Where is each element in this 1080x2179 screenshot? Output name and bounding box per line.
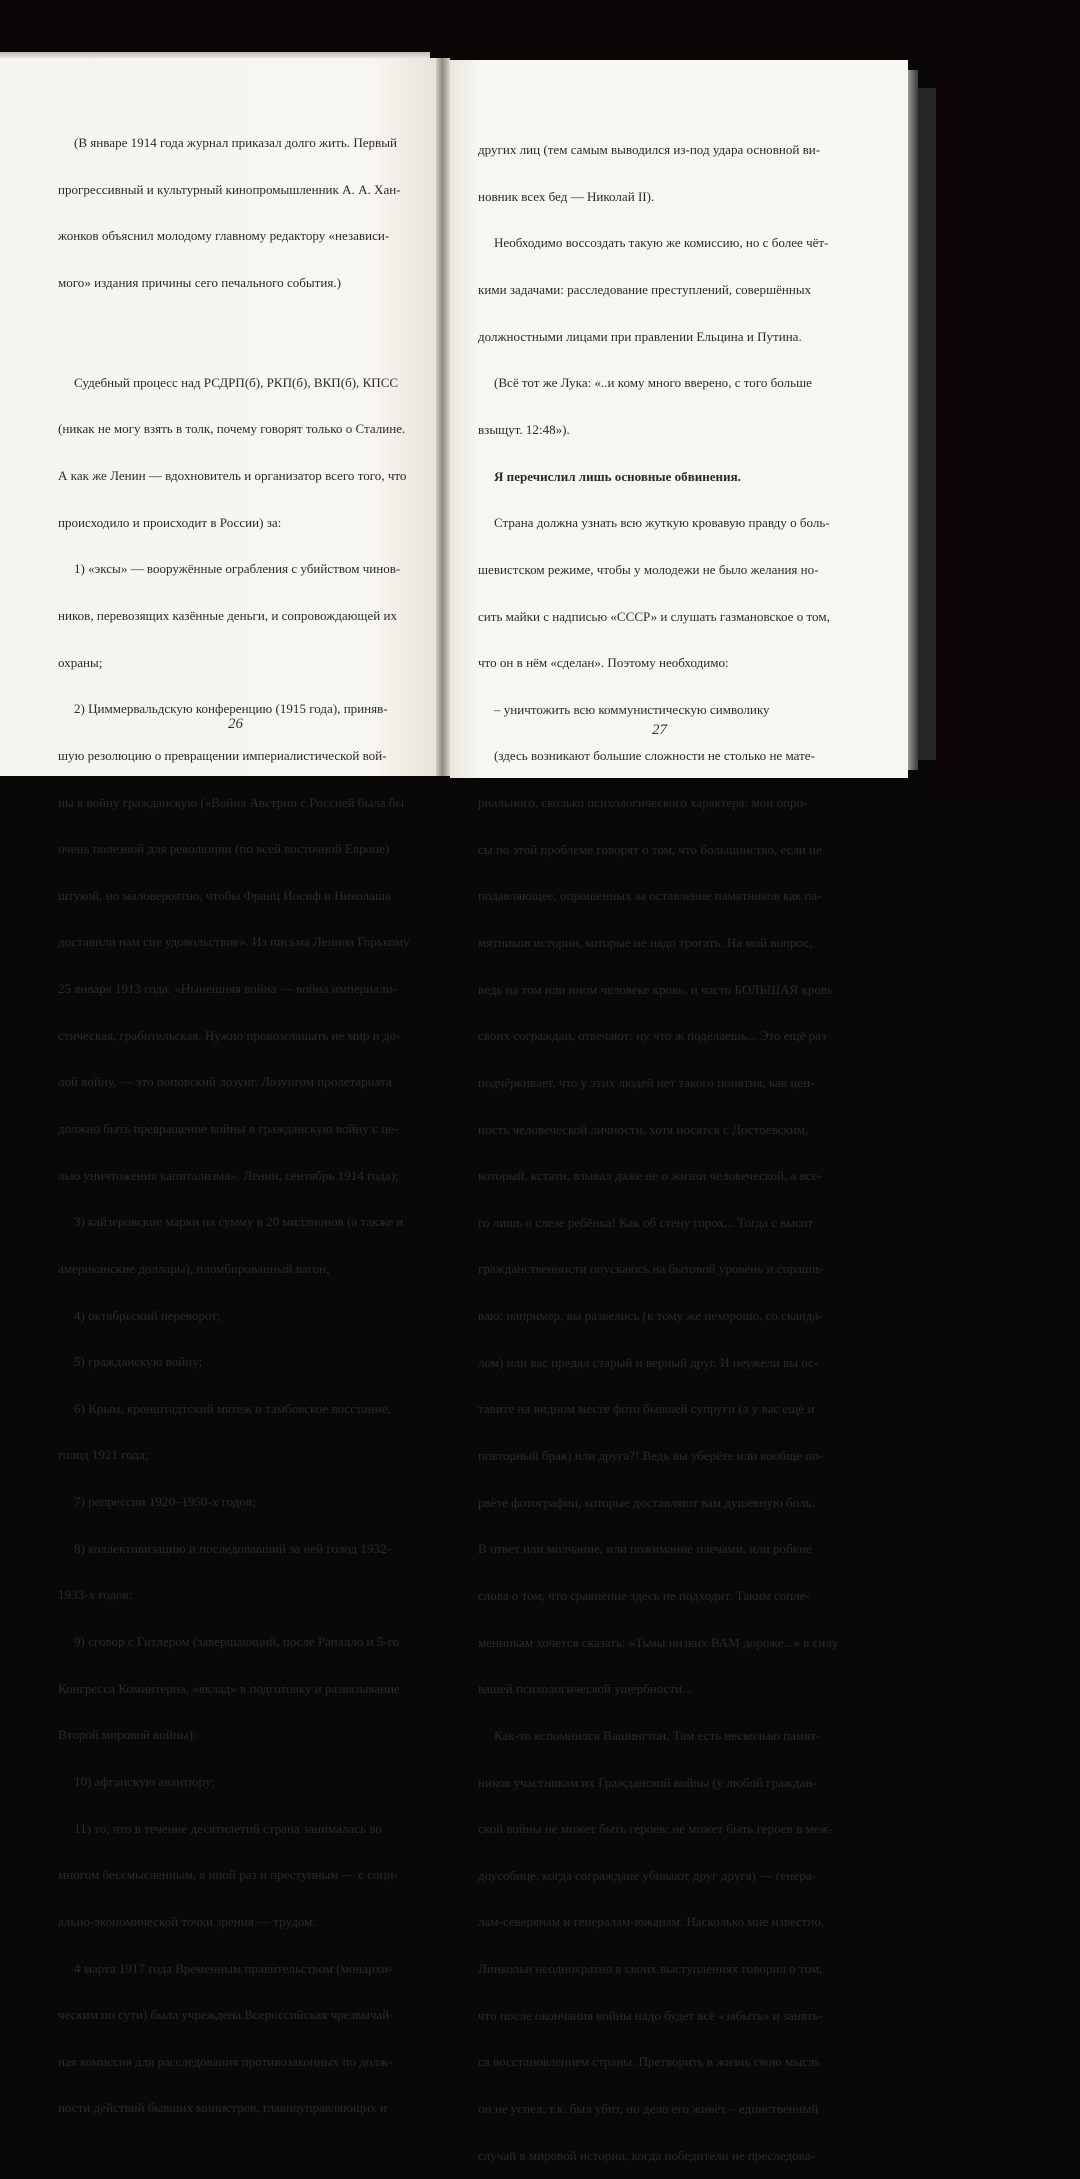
text-line: должностными лицами при правлении Ельцина и Путина.: [478, 328, 802, 344]
text-line: очень полезной для революции (по всей восточной Европе): [58, 841, 390, 857]
text-line: 6) Крым, кронштадтский мятеж и тамбовское восстание,: [74, 1400, 391, 1416]
text-line: ников участникам их Гражданской войны (у любой граждан-: [478, 1774, 817, 1790]
text-line: вашей психологической ущербности...: [478, 1681, 692, 1697]
book-cover-edge: [918, 88, 936, 760]
text-line: случай в мировой истории, когда победители не преследова-: [478, 2147, 815, 2163]
text-line: жонков объяснил молодому главному редактору «независи-: [58, 228, 390, 244]
text-line: своих сограждан, отвечают: ну что ж поделаешь... Это ещё раз: [478, 1028, 827, 1044]
text-line: Конгресса Коминтерна, «вклад» в подготовку и развязывание: [58, 1680, 400, 1696]
left-page-text: [58, 104, 410, 2132]
text-line: менникам хочется сказать: «Тьмы низких ВАМ дороже...» в силу: [478, 1634, 839, 1650]
text-line: штукой, но маловероятно, чтобы Франц Иосиф и Николаша: [58, 887, 391, 903]
text-line: сы по этой проблеме говорят о том, что большинство, если не: [478, 841, 822, 857]
text-line: (В январе 1914 года журнал приказал долго жить. Первый: [74, 135, 397, 151]
text-line: взыщут. 12:48»).: [478, 421, 570, 437]
text-line: кими задачами: расследование преступлений, совершённых: [478, 282, 812, 298]
text-line: Линкольн неоднократно в своих выступлениях говорил о том,: [478, 1961, 823, 1977]
text-line: что после окончания войны надо будет всё «забыть» и занять-: [478, 2007, 823, 2023]
text-line: лой войну, — это поповский лозунг. Лозунгом пролетариата: [58, 1074, 392, 1090]
text-line: Страна должна узнать всю жуткую кровавую правду о боль-: [494, 515, 830, 531]
text-line: ности действий бывших министров, главноуправляющих и: [58, 2100, 387, 2116]
text-line: 11) то, что в течение десятилетий страна занималась во: [74, 1820, 382, 1836]
text-line: Необходимо воссоздать такую же комиссию, но с более чёт-: [494, 235, 829, 251]
text-line: Как-то вспомнился Вашингтон. Там есть несколько памят-: [494, 1727, 821, 1743]
text-line: подчёркивает, что у этих людей нет такого понятия, как цен-: [478, 1074, 815, 1090]
text-line: ваю: например, вы развелись (к тому же нехорошо, со сканда-: [478, 1308, 823, 1324]
text-line: лью уничтожения капитализма». Ленин, сентябрь 1914 года);: [58, 1167, 399, 1183]
text-line: А как же Ленин — вдохновитель и организатор всего того, что: [58, 468, 407, 484]
text-line: шевистском режиме, чтобы у молодежи не было желания но-: [478, 561, 819, 577]
text-line: ников, перевозящих казённые деньги, и сопровождающей их: [58, 607, 398, 623]
text-line: Судебный процесс над РСДРП(б), РКП(б), ВКП(б), КПСС: [74, 374, 399, 390]
text-line: ально-экономической точки зрения — трудом.: [58, 1913, 316, 1929]
text-line: охраны;: [58, 654, 103, 670]
text-line: лам-северянам и генералам-южанам. Насколько мне известно,: [478, 1914, 825, 1930]
text-line: 5) гражданскую войну;: [74, 1354, 203, 1370]
text-line: ны в войну гражданскую («Война Австрии с Россией была бы: [58, 794, 405, 810]
text-line: голод 1921 года;: [58, 1447, 149, 1463]
text-line: 9) сговор с Гитлером (завершающий, после Рапалло и 5-го: [74, 1634, 400, 1650]
text-line: риального, сколько психологического характера: мои опро-: [478, 795, 808, 811]
text-line: ческим по сути) была учреждена Всероссийская чрезвычай-: [58, 2007, 394, 2023]
text-line: 25 января 1913 года. «Нынешняя война — война империали-: [58, 981, 397, 997]
text-line: го лишь о слезе ребёнка! Как об стену горох... Тогда с высот: [478, 1214, 814, 1230]
text-line: (Всё тот же Лука: «..и кому много вверено, с того больше: [494, 375, 812, 391]
text-line: происходило и происходит в России) за:: [58, 514, 282, 530]
text-line: 1) «эксы» — вооружённые ограбления с убийством чинов-: [74, 561, 401, 577]
text-line: 1933-х годов;: [58, 1587, 133, 1603]
text-line: ность человеческой личности, хотя носятся с Достоевским,: [478, 1121, 809, 1137]
text-line: 2) Циммервальдскую конференцию (1915 года), приняв-: [74, 701, 388, 717]
text-line: прогрессивный и культурный кинопромышленник А. А. Хан-: [58, 181, 401, 197]
text-line: шую резолюцию о превращении империалистической вой-: [58, 747, 387, 763]
text-line: В ответ или молчание, или пожимание плечами, или робкие: [478, 1541, 812, 1557]
text-line: доусобице, когда сограждане убивают друг друга) — генера-: [478, 1867, 816, 1883]
scan-background-top: [0, 0, 1080, 52]
text-line: подавляющее, опрошенных за оставление памятников как па-: [478, 888, 822, 904]
text-line: что он в нём «сделан». Поэтому необходимо:: [478, 655, 729, 671]
text-line: 4) октябрьский переворот;: [74, 1307, 221, 1323]
page-number-right: 27: [652, 722, 667, 738]
text-line: ся восстановлением страны. Претворить в жизнь свою мысль: [478, 2054, 821, 2070]
blank-line: [58, 322, 410, 344]
text-line: лом) или вас предал старый и верный друг. И неужели вы ос-: [478, 1354, 819, 1370]
text-line: слова о том, что сравнение здесь не подходит. Таким сопле-: [478, 1587, 810, 1603]
text-line: ской войны не может быть героев: не может быть героев в меж-: [478, 1821, 833, 1837]
text-line: мого» издания причины сего печального события.): [58, 275, 341, 291]
text-line: ведь на том или ином человеке кровь, и часто БОЛЬШАЯ кровь: [478, 981, 834, 997]
text-line: Второй мировой войны):: [58, 1727, 197, 1743]
text-line: (никак не могу взять в толк, почему говорят только о Сталине.: [58, 421, 406, 437]
text-line: ная комиссия для расследования противозаконных по долж-: [58, 2053, 393, 2069]
book-gutter: [436, 58, 450, 776]
text-line: он не успел, т.к. был убит, но дело его живёт – единственный: [478, 2101, 819, 2116]
text-line: рвёте фотографии, которые доставляют вам душевную боль.: [478, 1494, 815, 1510]
text-line: должно быть превращение войны в гражданскую войну с це-: [58, 1121, 399, 1136]
text-line: мятников истории, которые не надо трогать. На мой вопрос,: [478, 934, 813, 950]
text-line: сить майки с надписью «СССР» и слушать газмановское о том,: [478, 608, 830, 624]
text-line: 3) кайзеровские марки на сумму в 20 миллионов (а также и: [74, 1214, 404, 1230]
text-line: других лиц (тем самым выводился из-под удара основной ви-: [478, 142, 821, 158]
text-line: 7) репрессии 1920–1950-х годов;: [74, 1494, 256, 1510]
text-line: стическая, грабительская. Нужно провозглашать не мир и до-: [58, 1027, 401, 1043]
scan-background-right: [936, 0, 1080, 785]
text-line: доставили нам сие удовольствие». Из письма Ленина Горькому: [58, 934, 410, 950]
text-line: многом бессмысленным, а иной раз и преступным — с соци-: [58, 1867, 398, 1883]
text-line: 8) коллективизацию и последовавший за ней голод 1932–: [74, 1540, 394, 1556]
page-edge-shadow: [908, 70, 918, 770]
text-line: новник всех бед — Николай II).: [478, 188, 655, 204]
text-line: тавите на видном месте фото бывшей супруги (а у вас ещё и: [478, 1401, 815, 1417]
text-line: гражданственности опускаюсь на бытовой уровень и спраши-: [478, 1261, 824, 1277]
text-line: повторный брак) или друга?! Ведь вы уберёте или вообще по-: [478, 1448, 824, 1464]
text-line: (здесь возникают большие сложности не столько не мате-: [494, 748, 815, 764]
text-line: – уничтожить всю коммунистическую символику: [494, 701, 770, 717]
text-line: 4 марта 1917 года Временным правительством (монархи-: [74, 1960, 393, 1976]
page-number-left: 26: [228, 716, 243, 732]
text-line: американские доллары), пломбированный вагон;: [58, 1260, 330, 1276]
text-line: 10) афганскую авантюру;: [74, 1773, 215, 1789]
right-page-text: [478, 111, 838, 2179]
text-line: который, кстати, взывал даже не о жизни человеческой, а все-: [478, 1168, 822, 1184]
section-heading: Я перечислил лишь основные обвинения.: [494, 468, 741, 484]
